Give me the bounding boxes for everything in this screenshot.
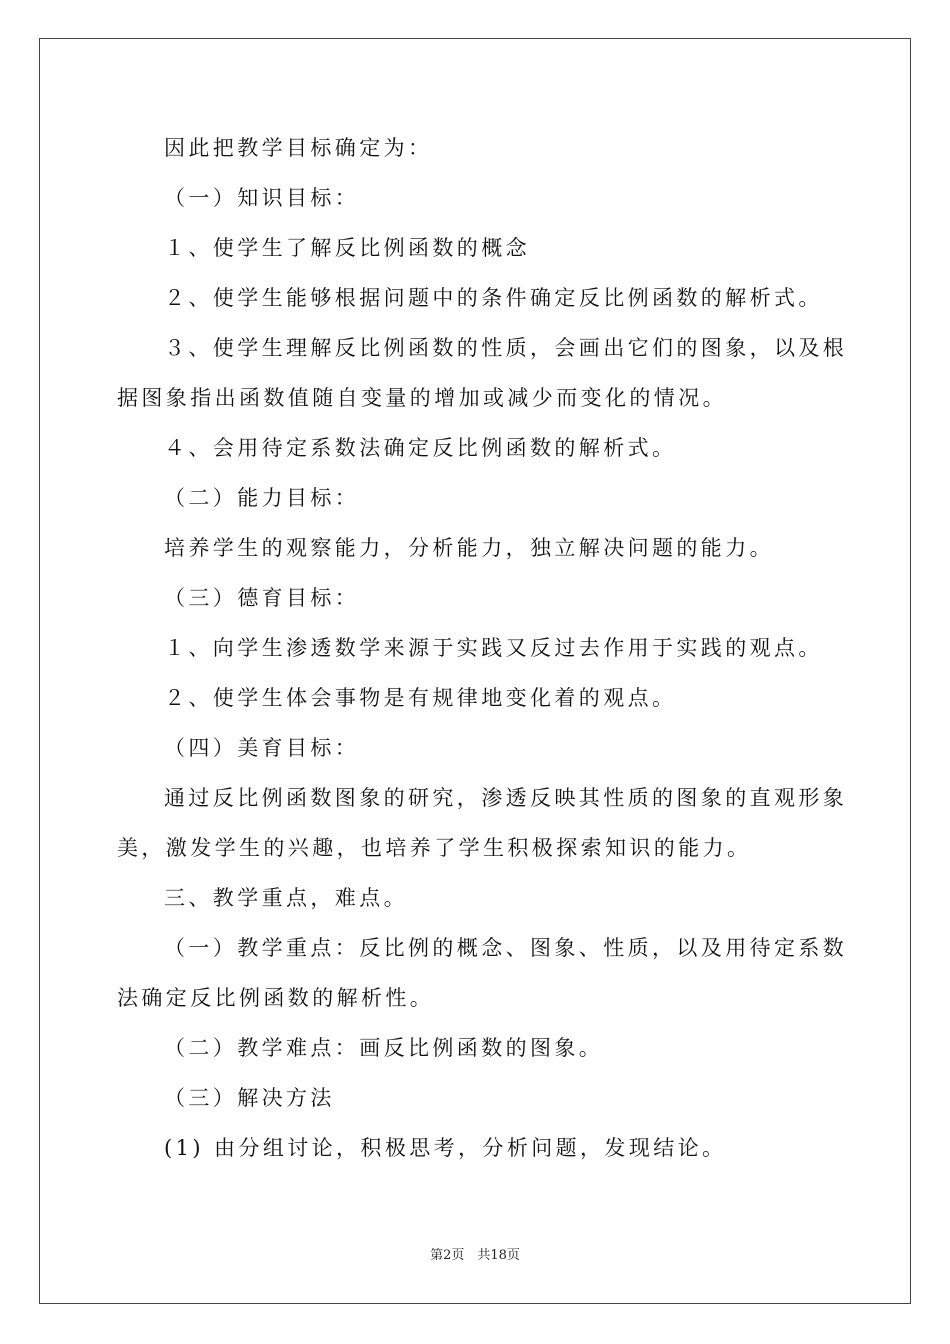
text-line: ３、使学生理解反比例函数的性质，会画出它们的图象，以及根	[164, 336, 848, 360]
text-line: ２、使学生体会事物是有规律地变化着的观点。	[164, 686, 677, 710]
text-line: 美，激发学生的兴趣，也培养了学生积极探索知识的能力。	[117, 836, 752, 860]
page-number-footer: 第2页 共18页	[430, 1248, 520, 1263]
text-line: ４、会用待定系数法确定反比例函数的解析式。	[164, 436, 677, 460]
page-border	[39, 38, 911, 1304]
text-line: ２、使学生能够根据问题中的条件确定反比例函数的解析式。	[164, 286, 823, 310]
text-line: （二）能力目标：	[164, 486, 360, 510]
text-line: （三）解决方法	[164, 1086, 335, 1110]
text-line: １、向学生渗透数学来源于实践又反过去作用于实践的观点。	[164, 636, 823, 660]
text-line: （一）知识目标：	[164, 186, 360, 210]
text-line: （四）美育目标：	[164, 736, 360, 760]
text-line: （二）教学难点：画反比例函数的图象。	[164, 1036, 604, 1060]
text-line: 培养学生的观察能力，分析能力，独立解决问题的能力。	[164, 536, 774, 560]
text-line: （一）教学重点：反比例的概念、图象、性质，以及用待定系数	[164, 936, 848, 960]
text-line: 通过反比例函数图象的研究，渗透反映其性质的图象的直观形象	[164, 786, 848, 810]
text-line: (1) 由分组讨论，积极思考，分析问题，发现结论。	[164, 1136, 727, 1160]
text-line: 三、教学重点，难点。	[164, 886, 408, 910]
text-line: 据图象指出函数值随自变量的增加或减少而变化的情况。	[117, 386, 727, 410]
text-line: （三）德育目标：	[164, 586, 360, 610]
text-line: １、使学生了解反比例函数的概念	[164, 236, 530, 260]
text-line: 法确定反比例函数的解析性。	[117, 986, 435, 1010]
text-line: 因此把教学目标确定为：	[164, 136, 433, 160]
